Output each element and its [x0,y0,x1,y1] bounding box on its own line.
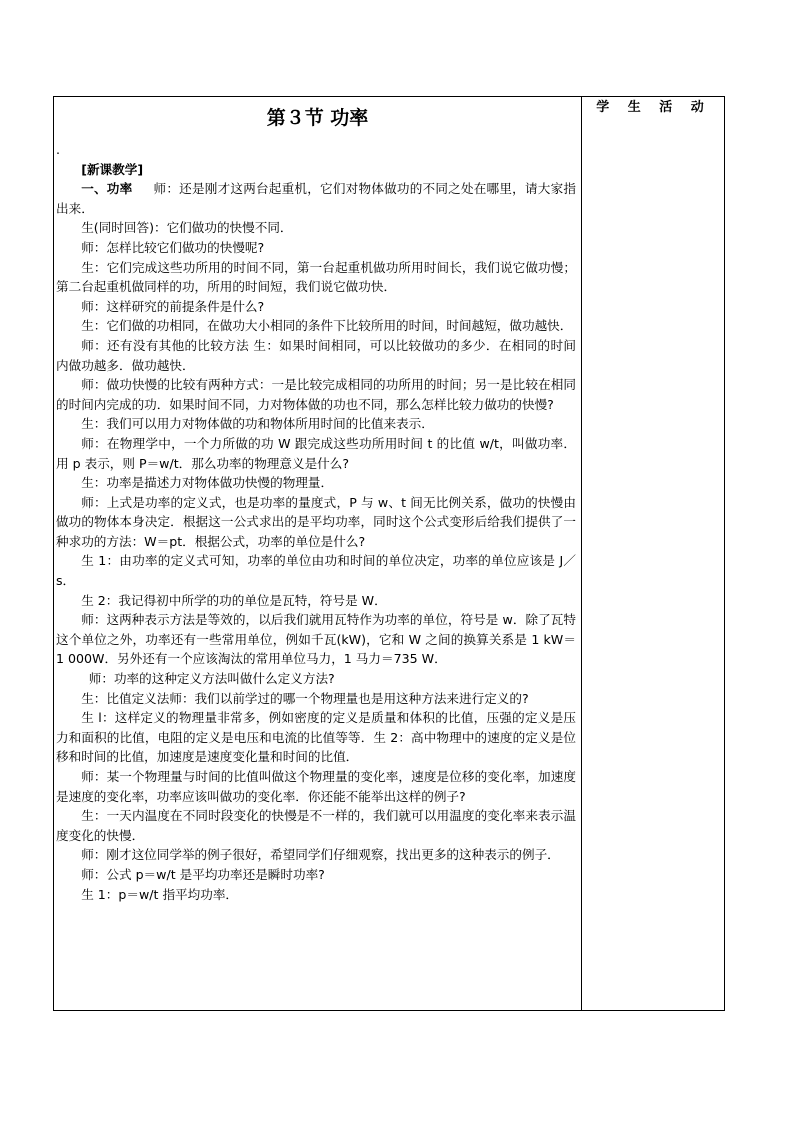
leading-dot: . [56,142,61,157]
paragraph-23: 生 1：p＝w/t 指平均功率． [81,886,239,902]
paragraph-10: 师：在物理学中，一个力所做的功 W 跟完成这些功所用时间 t 的比值 w/t，叫做功率．用 p 表示，则 P＝w/t．那么功率的物理意义是什么? [56,435,576,471]
paragraph-8: 师：做功快慢的比较有两种方式：一是比较完成相同的功所用的时间；另一是比较在相同的时间内完成的功．如果时间不同，力对物体做的功也不同，那么怎样比较力做功的快慢? [56,377,576,412]
column-divider [581,96,582,1011]
paragraph-3: 师：怎样比较它们做功的快慢呢? [81,239,265,255]
paragraph-9: 生：我们可以用力对物体做的功和物体所用时间的比值来表示． [81,416,434,432]
paragraph-12: 师：上式是功率的定义式，也是功率的量度式，P 与 w、t 间无比例关系，做功的快慢由做功的物体本身决定．根据这一公式求出的是平均功率，同时这个公式变形后给我们提供了一种求功的方法：W＝pt．根据公式，功率的单位是什么? [56,494,576,549]
paragraph-2: 生(同时回答)：它们做功的快慢不同． [81,220,293,236]
paragraph-13: 生 1：由功率的定义式可知，功率的单位由功和时间的单位决定，功率的单位应该是 J／s． [56,553,576,589]
page-title: 第３节 功率 [266,107,369,129]
paragraph-1 [56,179,576,218]
paragraph-16: 师：功率的这种定义方法叫做什么定义方法? [88,671,335,687]
paragraph-17: 生：比值定义法师：我们以前学过的哪一个物理量也是用这种方法来进行定义的? [81,690,529,706]
paragraph-5: 师：这样研究的前提条件是什么? [81,298,265,314]
paragraph-7: 师：还有没有其他的比较方法 生：如果时间相同，可以比较做功的多少．在相同的时间内做功越多．做功越快． [56,337,576,373]
paragraph-15: 师：这两种表示方法是等效的，以后我们就用瓦特作为功率的单位，符号是 w．除了瓦特这个单位之外，功率还有一些常用单位，例如千瓦(kW)，它和 W 之间的换算关系是 1 kW＝1 000W．另外还有一个应该淘汰的常用单位马力，1 马力＝735 W． [56,612,576,667]
paragraph-19: 师：某一个物理量与时间的比值叫做这个物理量的变化率，速度是位移的变化率，加速度是速度的变化率，功率应该叫做功的变化率．你还能不能举出这样的例子? [56,769,576,804]
paragraph-4: 生：它们完成这些功所用的时间不同，第一台起重机做功所用时间长，我们说它做功慢；第二台起重机做同样的功，所用的时间短，我们说它做功快． [56,259,576,295]
lesson-content [56,140,576,904]
heading-label: 一、功率 [81,181,133,197]
paragraph-21: 师：刚才这位同学举的例子很好，希望同学们仔细观察，找出更多的这种表示的例子． [81,847,560,863]
paragraph-1-text: 师：还是刚才这两台起重机，它们对物体做功的不同之处在哪里，请大家指出来． [56,181,577,216]
paragraph-22: 师：公式 p＝w/t 是平均功率还是瞬时功率? [81,866,325,882]
paragraph-18: 生 l：这样定义的物理量非常多，例如密度的定义是质量和体积的比值，压强的定义是压力和面积的比值，电阻的定义是电压和电流的比值等等．生 2：高中物理中的速度的定义是位移和时间的比值，加速度是速度变化量和时间的比值． [56,710,576,765]
paragraph-14: 生 2：我记得初中所学的功的单位是瓦特，符号是 W． [81,592,387,608]
student-activity-header: 学 生 活 动 [596,100,711,115]
paragraph-20: 生：一天内温度在不同时段变化的快慢是不一样的，我们就可以用温度的变化率来表示温度变化的快慢． [56,808,576,843]
paragraph-11: 生：功率是描述力对物体做功快慢的物理量． [81,475,334,491]
paragraph-6: 生：它们做的功相同，在做功大小相同的条件下比较所用的时间，时间越短，做功越快． [81,318,573,334]
section-tag: [新课教学] [81,161,144,177]
